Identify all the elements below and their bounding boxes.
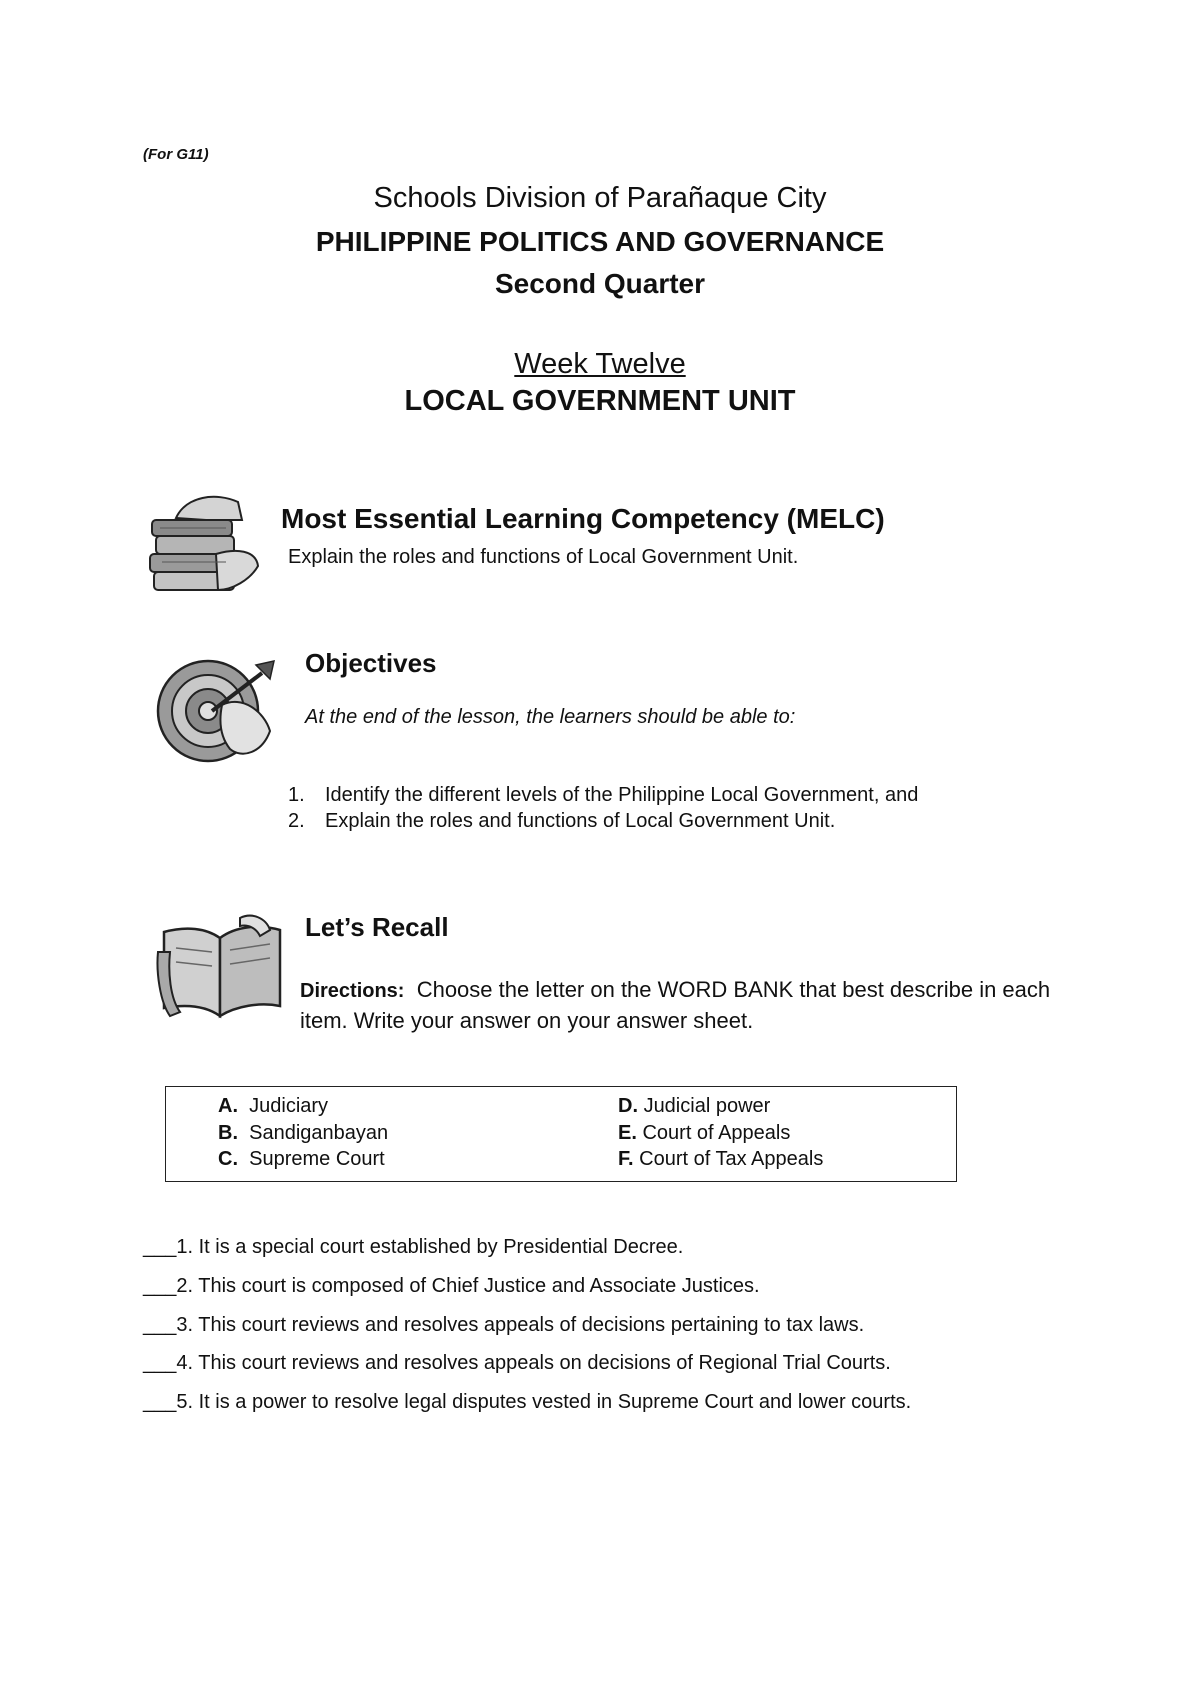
books-icon <box>146 490 264 602</box>
division-name: Schools Division of Parañaque City <box>373 182 827 214</box>
item-number: 2. <box>288 810 305 832</box>
word-bank-letter: B. <box>218 1122 238 1144</box>
directions-label: Directions: <box>300 980 405 1002</box>
directions <box>300 975 1060 1036</box>
recall-title: Let’s Recall <box>305 912 449 942</box>
word-bank-term: Sandiganbayan <box>249 1122 389 1144</box>
word-bank-item <box>618 1122 790 1145</box>
word-bank-item <box>618 1148 823 1171</box>
target-dart-icon <box>152 655 284 767</box>
grade-tag: (For G11) <box>143 146 209 163</box>
word-bank-term: Court of Tax Appeals <box>639 1148 824 1170</box>
objectives-list <box>288 782 918 834</box>
word-bank-item <box>618 1095 770 1118</box>
word-bank-term: Judiciary <box>249 1095 329 1117</box>
word-bank-letter: A. <box>218 1095 238 1117</box>
list-item <box>288 782 918 808</box>
lesson-title: LOCAL GOVERNMENT UNIT <box>404 385 796 417</box>
quarter-label: Second Quarter <box>494 268 706 299</box>
word-bank-term: Judicial power <box>643 1095 771 1117</box>
objectives-title: Objectives <box>305 648 437 678</box>
question-item: ___4. This court reviews and resolves appeals on decisions of Regional Trial Courts. <box>143 1352 891 1374</box>
open-book-icon <box>156 912 288 1024</box>
melc-title: Most Essential Learning Competency (MELC) <box>281 503 885 534</box>
word-bank-item <box>218 1148 385 1171</box>
word-bank-item <box>218 1095 328 1118</box>
question-item: ___5. It is a power to resolve legal disputes vested in Supreme Court and lower courts. <box>143 1391 912 1413</box>
word-bank-item <box>218 1122 388 1145</box>
item-text: Explain the roles and functions of Local Government Unit. <box>325 810 836 832</box>
question-item: ___3. This court reviews and resolves appeals of decisions pertaining to tax laws. <box>143 1314 865 1336</box>
word-bank-letter: C. <box>218 1148 238 1170</box>
word-bank-letter: D. <box>618 1095 638 1117</box>
directions-text: Choose the letter on the WORD BANK that best describe in each item. Write your answer on your answer sheet. <box>300 977 1051 1033</box>
week-label: Week Twelve <box>514 348 686 380</box>
word-bank-letter: F. <box>618 1148 634 1170</box>
melc-text: Explain the roles and functions of Local Government Unit. <box>288 546 799 568</box>
word-bank-term: Supreme Court <box>249 1148 385 1170</box>
list-item <box>288 808 918 834</box>
subject-title: PHILIPPINE POLITICS AND GOVERNANCE <box>315 226 885 257</box>
word-bank-term: Court of Appeals <box>642 1122 791 1144</box>
word-bank <box>165 1086 957 1182</box>
question-item: ___1. It is a special court established by Presidential Decree. <box>143 1236 684 1258</box>
objectives-intro: At the end of the lesson, the learners should be able to: <box>305 706 796 728</box>
item-number: 1. <box>288 784 305 806</box>
question-item: ___2. This court is composed of Chief Justice and Associate Justices. <box>143 1275 760 1297</box>
item-text: Identify the different levels of the Philippine Local Government, and <box>325 784 919 806</box>
word-bank-letter: E. <box>618 1122 637 1144</box>
